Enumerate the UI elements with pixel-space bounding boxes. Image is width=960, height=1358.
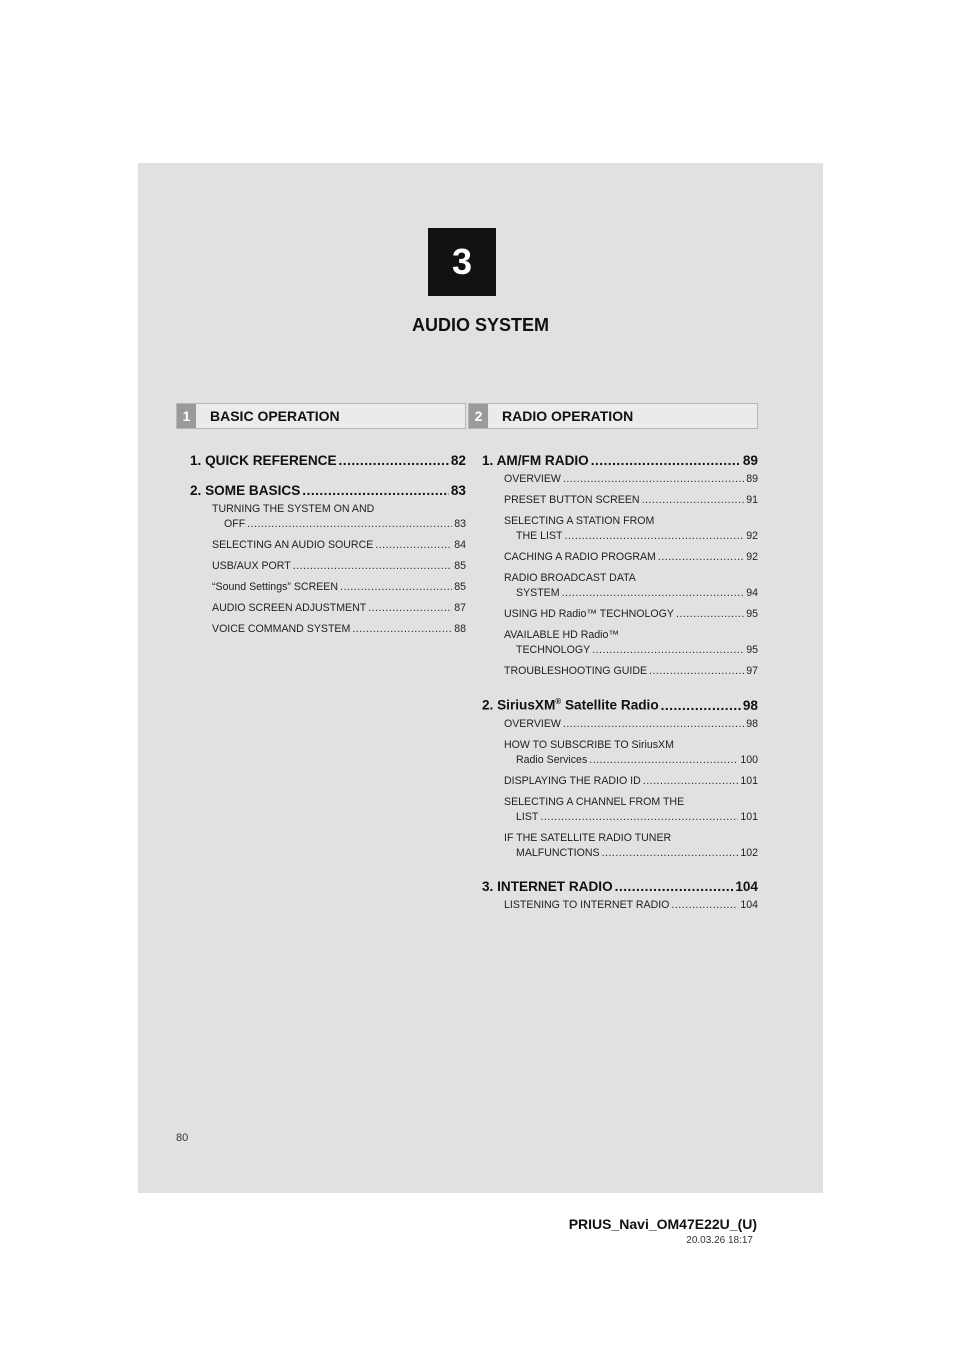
toc-chapter-label-text: 2. SiriusXM <box>482 697 556 713</box>
section-header <box>176 403 466 429</box>
toc-subsection-row <box>212 559 466 574</box>
dot-leader <box>340 580 452 595</box>
dot-leader <box>302 483 449 498</box>
footer-timestamp: 20.03.26 18:17 <box>686 1235 753 1246</box>
dot-leader <box>368 601 452 616</box>
section-title: BASIC OPERATION <box>210 408 340 424</box>
toc-chapter-entry[interactable] <box>468 879 758 894</box>
dot-leader <box>671 898 738 913</box>
dot-leader <box>562 586 745 601</box>
toc-subsection-label-continued: SYSTEM <box>516 587 560 599</box>
dot-leader <box>676 607 744 622</box>
toc-subsection-entry[interactable] <box>504 514 758 544</box>
toc-subsection-entry[interactable] <box>504 795 758 825</box>
dot-leader <box>649 664 744 679</box>
toc-subsection-entry[interactable] <box>504 493 758 508</box>
toc-chapter-page: 104 <box>735 878 758 894</box>
section-radio-operation <box>468 403 758 913</box>
toc-chapter-label <box>190 483 300 498</box>
toc-subsection-entry[interactable] <box>504 607 758 622</box>
toc-subsection-label: OVERVIEW <box>504 473 561 485</box>
toc-subsection-entry[interactable] <box>212 622 466 637</box>
toc-subsection-page: 87 <box>454 602 466 614</box>
toc-chapter-label-text: 2. SOME BASICS <box>190 483 301 498</box>
toc-chapter-page: 98 <box>742 697 758 713</box>
dot-leader <box>615 879 734 894</box>
toc-subsection-entry[interactable] <box>504 831 758 861</box>
toc-subsection-entry[interactable] <box>212 559 466 574</box>
toc-subsection-entry[interactable] <box>504 472 758 487</box>
toc-subsection-page: 89 <box>746 473 758 485</box>
toc-chapter-entry[interactable] <box>468 453 758 468</box>
toc-subsection-entry[interactable] <box>504 898 758 913</box>
toc-chapter-label-text: 1. QUICK REFERENCE <box>190 453 337 468</box>
toc-subsection-label: CACHING A RADIO PROGRAM <box>504 551 656 563</box>
toc-subsection-row <box>504 717 758 732</box>
toc-subsection-label: LISTENING TO INTERNET RADIO <box>504 898 670 911</box>
toc-chapter-label <box>190 453 337 468</box>
toc-subsection-page: 92 <box>746 530 758 542</box>
toc-subsection-page: 85 <box>454 560 466 572</box>
toc-subsection-row <box>504 607 758 622</box>
toc-subsection-page: 91 <box>746 494 758 506</box>
toc-subsection-page: 101 <box>740 810 758 823</box>
toc-subsection-page: 84 <box>454 539 466 551</box>
toc-subsection-page: 101 <box>740 774 758 787</box>
toc-chapter-label <box>482 697 659 713</box>
toc-subsection-entry[interactable] <box>212 502 466 532</box>
toc-subsection-row <box>212 601 466 616</box>
toc-subsection-page: 83 <box>454 518 466 530</box>
footer-code: PRIUS_Navi_OM47E22U_(U) <box>568 1216 757 1232</box>
toc-chapter-page: 89 <box>742 453 758 468</box>
toc-subsection-entry[interactable] <box>504 738 758 768</box>
toc-chapter-label-text: 3. INTERNET RADIO <box>482 878 613 894</box>
toc-subsection-label: SELECTING A CHANNEL FROM THE <box>504 795 685 808</box>
dot-leader <box>247 517 452 532</box>
dot-leader <box>375 538 452 553</box>
toc-subsection-label: TROUBLESHOOTING GUIDE <box>504 665 648 677</box>
toc-subsection-row <box>212 580 466 595</box>
toc-subsection-page: 85 <box>454 581 466 593</box>
toc-subsection-label-continued: TECHNOLOGY <box>516 644 591 656</box>
toc-subsection-label: SELECTING AN AUDIO SOURCE <box>212 539 374 551</box>
toc-subsection-list <box>176 502 466 637</box>
dot-leader <box>602 846 739 861</box>
dot-leader <box>592 643 744 658</box>
toc-subsection-page: 97 <box>746 665 758 677</box>
toc-subsection-label: DISPLAYING THE RADIO ID <box>504 774 641 787</box>
toc-subsection-row <box>504 846 758 861</box>
dot-leader <box>540 810 738 825</box>
toc-subsection-entry[interactable] <box>504 717 758 732</box>
toc-subsection-label: HOW TO SUBSCRIBE TO SiriusXM <box>504 738 674 751</box>
toc-subsection-page: 102 <box>740 846 758 859</box>
section-basic-operation <box>176 403 466 637</box>
toc-subsection-page: 100 <box>740 753 758 766</box>
dot-leader <box>661 698 741 713</box>
toc-subsection-page: 88 <box>454 623 466 635</box>
section-header <box>468 403 758 429</box>
chapter-title: AUDIO SYSTEM <box>411 315 549 335</box>
toc-subsection-row <box>212 517 466 532</box>
dot-leader <box>352 622 452 637</box>
toc-subsection-page: 104 <box>740 898 758 911</box>
chapter-number-box <box>428 228 496 296</box>
toc-subsection-row <box>504 774 758 789</box>
toc-subsection-list <box>468 472 758 679</box>
toc-subsection-row <box>504 529 758 544</box>
toc-subsection-entry[interactable] <box>504 550 758 565</box>
toc-subsection-label-continued: OFF <box>224 518 246 530</box>
toc-subsection-row <box>504 753 758 768</box>
toc-subsection-row <box>504 472 758 487</box>
toc-chapter-label-text: 1. AM/FM RADIO <box>482 453 589 468</box>
section-title: RADIO OPERATION <box>502 408 634 424</box>
toc-subsection-page: 95 <box>746 608 758 620</box>
toc-subsection-label: IF THE SATELLITE RADIO TUNER <box>504 831 672 844</box>
toc-chapter-entry[interactable] <box>468 697 758 713</box>
toc-subsection-entry[interactable] <box>504 664 758 679</box>
toc-subsection-page: 98 <box>746 717 758 730</box>
dot-leader <box>642 493 745 508</box>
toc-subsection-entry[interactable] <box>504 774 758 789</box>
dot-leader <box>563 472 744 487</box>
toc-subsection-label: VOICE COMMAND SYSTEM <box>212 623 351 635</box>
toc-subsection-label: USB/AUX PORT <box>212 560 291 572</box>
section-number: 1 <box>177 404 196 428</box>
toc-subsection-label: RADIO BROADCAST DATA <box>504 572 636 584</box>
toc-chapter-label <box>482 453 589 468</box>
toc-subsection-row <box>504 493 758 508</box>
toc-subsection-list <box>468 898 758 913</box>
toc-subsection-label: AUDIO SCREEN ADJUSTMENT <box>212 602 367 614</box>
toc-subsection-entry[interactable] <box>212 601 466 616</box>
toc-subsection-label: OVERVIEW <box>504 717 561 730</box>
toc-subsection-row <box>504 898 758 913</box>
toc-subsection-row <box>212 622 466 637</box>
toc-subsection-page: 95 <box>746 644 758 656</box>
dot-leader <box>643 774 739 789</box>
section-number: 2 <box>469 404 488 428</box>
toc-subsection-row <box>504 810 758 825</box>
toc-subsection-row <box>212 538 466 553</box>
toc-subsection-row <box>504 643 758 658</box>
toc-subsection-list <box>468 717 758 861</box>
toc-subsection-entry[interactable] <box>212 580 466 595</box>
dot-leader <box>563 717 744 732</box>
dot-leader <box>589 753 738 768</box>
dot-leader <box>565 529 745 544</box>
toc-subsection-page: 92 <box>746 551 758 563</box>
registered-mark: ® <box>555 697 562 706</box>
toc-subsection-entry[interactable] <box>504 571 758 601</box>
toc-subsection-row <box>504 664 758 679</box>
toc-chapter-label <box>482 879 613 894</box>
toc-subsection-row <box>504 586 758 601</box>
toc-chapter-page: 82 <box>450 453 466 468</box>
dot-leader <box>293 559 453 574</box>
chapter-number: 3 <box>451 241 473 282</box>
toc-subsection-page: 94 <box>746 587 758 599</box>
toc-subsection-entry[interactable] <box>212 538 466 553</box>
dot-leader <box>339 453 449 468</box>
toc-subsection-entry[interactable] <box>504 628 758 658</box>
toc-chapter-entry[interactable] <box>176 453 466 468</box>
toc-subsection-label: PRESET BUTTON SCREEN <box>504 494 640 506</box>
toc-subsection-label-continued: MALFUNCTIONS <box>516 846 600 859</box>
toc-chapter-entry[interactable] <box>176 483 466 498</box>
toc-subsection-label: AVAILABLE HD Radio™ <box>504 629 620 641</box>
toc-subsection-row <box>504 550 758 565</box>
toc-subsection-label-continued: THE LIST <box>516 530 563 542</box>
page-number: 80 <box>176 1132 189 1144</box>
dot-leader <box>591 453 741 468</box>
toc-subsection-label: SELECTING A STATION FROM <box>504 515 655 527</box>
toc-subsection-label: USING HD Radio™ TECHNOLOGY <box>504 608 674 620</box>
toc-subsection-label: TURNING THE SYSTEM ON AND <box>212 503 375 515</box>
toc-subsection-label: “Sound Settings” SCREEN <box>212 581 339 593</box>
toc-chapter-label-suffix: Satellite Radio <box>561 697 659 713</box>
toc-subsection-label-continued: LIST <box>516 810 539 823</box>
toc-chapter-page: 83 <box>450 483 466 498</box>
toc-subsection-label-continued: Radio Services <box>516 753 588 766</box>
dot-leader <box>658 550 744 565</box>
